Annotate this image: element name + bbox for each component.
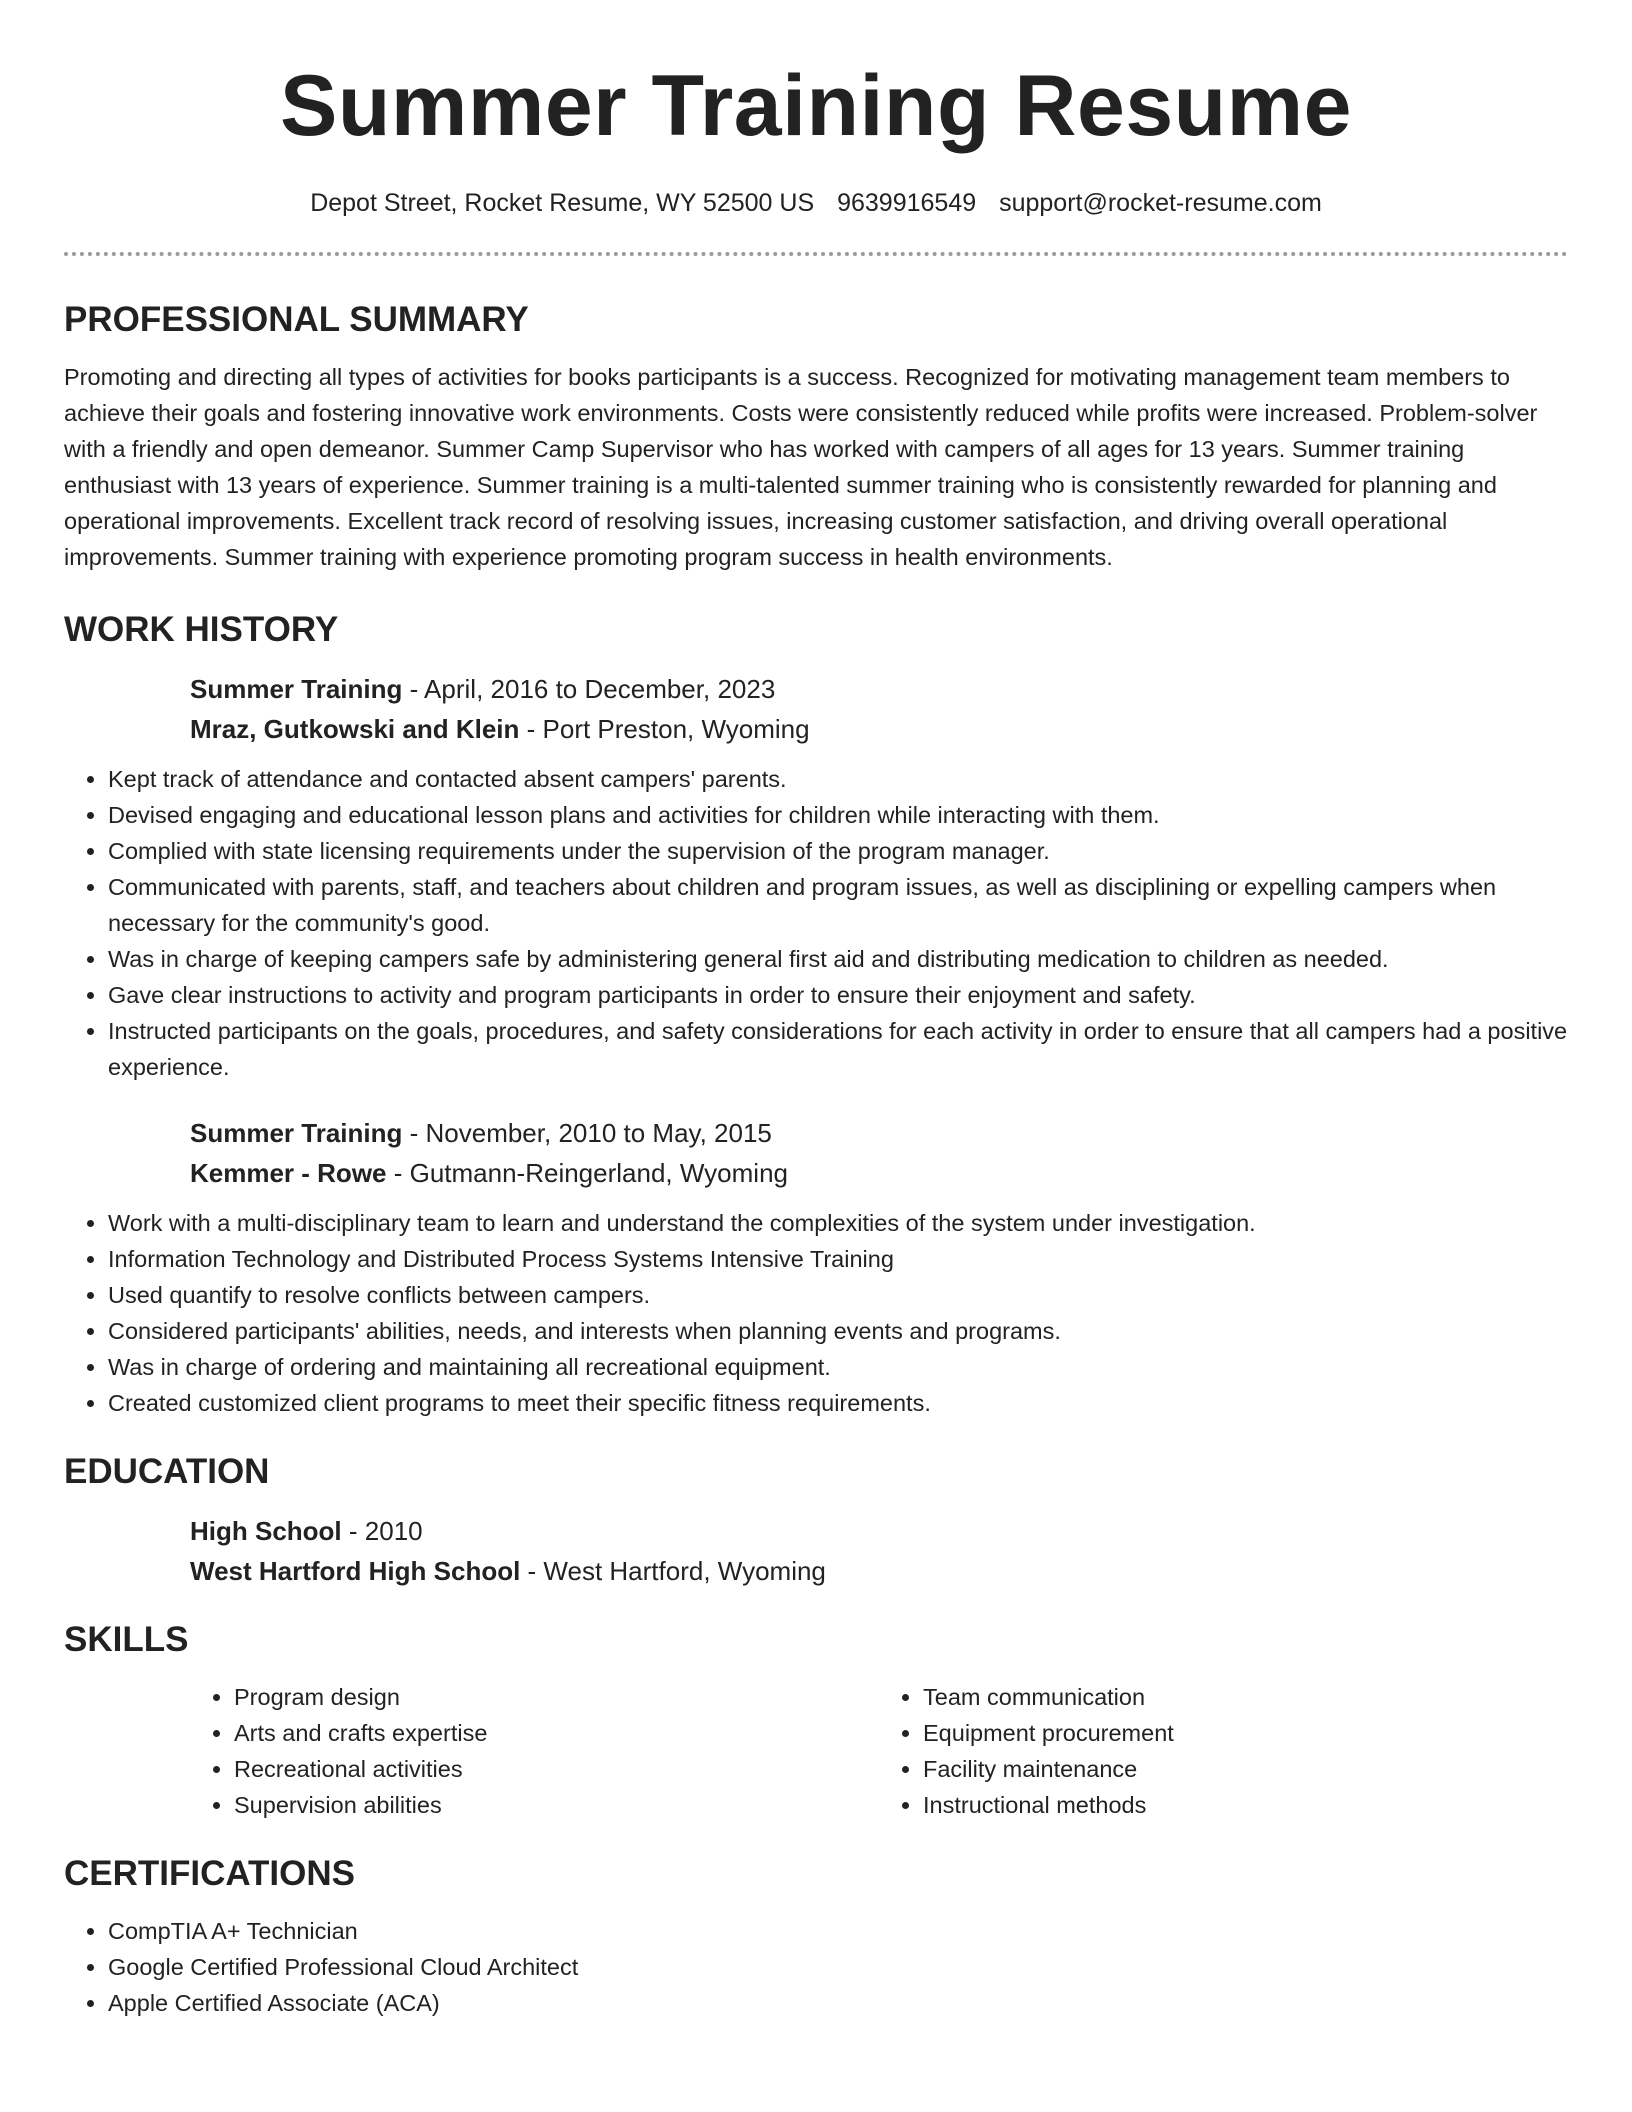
list-item: • Team communication (923, 1679, 1568, 1715)
list-item: • Program design (234, 1679, 879, 1715)
certifications-heading: CERTIFICATIONS (64, 1854, 356, 1893)
list-item: • Communicated with parents, staff, and teachers about children and program issues, as well as disciplining or expelling campers when necessary for the community's good. (108, 869, 1568, 941)
list-item: • Gave clear instructions to activity and program participants in order to ensure their enjoyment and safety. (108, 977, 1568, 1013)
job-company: Mraz, Gutkowski and Klein (190, 714, 520, 744)
list-item: • Devised engaging and educational lesson plans and activities for children while interacting with them. (108, 797, 1568, 833)
list-item: • Was in charge of keeping campers safe by administering general first aid and distributing medication to children as needed. (108, 941, 1568, 977)
contact-address: Depot Street, Rocket Resume, WY 52500 US (310, 189, 815, 217)
education-year: - 2010 (341, 1516, 423, 1546)
education-school-line (190, 1551, 1568, 1591)
header-divider (64, 252, 1568, 256)
list-item: • Instructional methods (923, 1787, 1568, 1823)
list-item: • CompTIA A+ Technician (108, 1913, 1568, 1949)
skills-grid (190, 1679, 1568, 1823)
job-title: Summer Training (190, 1118, 403, 1148)
certifications-list (64, 1913, 1568, 2021)
list-item: • Instructed participants on the goals, procedures, and safety considerations for each activity in order to ensure that all campers had a positive experience. (108, 1013, 1568, 1085)
list-item: • Kept track of attendance and contacted absent campers' parents. (108, 761, 1568, 797)
list-item: • Work with a multi-disciplinary team to learn and understand the complexities of the system under investigation. (108, 1205, 1568, 1241)
list-item: • Equipment procurement (923, 1715, 1568, 1751)
job-title-line (190, 1113, 1568, 1153)
job-dates: - April, 2016 to December, 2023 (402, 674, 776, 704)
list-item: • Was in charge of ordering and maintaining all recreational equipment. (108, 1349, 1568, 1385)
list-item: • Created customized client programs to meet their specific fitness requirements. (108, 1385, 1568, 1421)
summary-heading: PROFESSIONAL SUMMARY (64, 300, 529, 339)
job-bullets (64, 1205, 1568, 1421)
skills-list-right (879, 1679, 1568, 1823)
job-location: - Gutmann-Reingerland, Wyoming (386, 1158, 788, 1188)
list-item: • Supervision abilities (234, 1787, 879, 1823)
job-bullets (64, 761, 1568, 1085)
education-degree-line (190, 1511, 1568, 1551)
list-item: • Complied with state licensing requirements under the supervision of the program manager. (108, 833, 1568, 869)
resume-page (64, 0, 1568, 2021)
list-item: • Google Certified Professional Cloud Architect (108, 1949, 1568, 1985)
education-location: - West Hartford, Wyoming (520, 1556, 826, 1586)
job-company: Kemmer - Rowe (190, 1158, 387, 1188)
job-company-line (190, 709, 1568, 749)
job-title: Summer Training (190, 674, 403, 704)
job-entry (190, 1113, 1568, 1193)
job-title-line (190, 669, 1568, 709)
contact-line (64, 188, 1568, 218)
education-school: West Hartford High School (190, 1556, 521, 1586)
education-degree: High School (190, 1516, 342, 1546)
list-item: • Facility maintenance (923, 1751, 1568, 1787)
education-heading: EDUCATION (64, 1452, 270, 1491)
list-item: • Recreational activities (234, 1751, 879, 1787)
list-item: • Apple Certified Associate (ACA) (108, 1985, 1568, 2021)
summary-text: Promoting and directing all types of activities for books participants is a success. Recognized for motivating management team members to achieve their goals and fostering innovative work environments. Costs were consistently reduced while profits were increased. Problem-solver with a friendly and open demeanor. Summer Camp Supervisor who has worked with campers of all ages for 13 years. Summer training enthusiast with 13 years of experience. Summer training is a multi-talented summer training who is consistently rewarded for planning and operational improvements. Excellent track record of resolving issues, increasing customer satisfaction, and driving overall operational improvements. Summer training with experience promoting program success in health environments. (64, 364, 1538, 570)
job-entry (190, 669, 1568, 749)
contact-phone: 9639916549 (837, 189, 977, 217)
job-location: - Port Preston, Wyoming (519, 714, 810, 744)
education-entry (190, 1511, 1568, 1591)
list-item: • Used quantify to resolve conflicts between campers. (108, 1277, 1568, 1313)
page-title: Summer Training Resume (280, 58, 1352, 154)
list-item: • Arts and crafts expertise (234, 1715, 879, 1751)
job-company-line (190, 1153, 1568, 1193)
contact-email: support@rocket-resume.com (999, 189, 1322, 217)
skills-heading: SKILLS (64, 1620, 189, 1659)
list-item: • Information Technology and Distributed Process Systems Intensive Training (108, 1241, 1568, 1277)
work-history-heading: WORK HISTORY (64, 610, 339, 649)
list-item: • Considered participants' abilities, needs, and interests when planning events and programs. (108, 1313, 1568, 1349)
skills-list-left (190, 1679, 879, 1823)
job-dates: - November, 2010 to May, 2015 (402, 1118, 772, 1148)
